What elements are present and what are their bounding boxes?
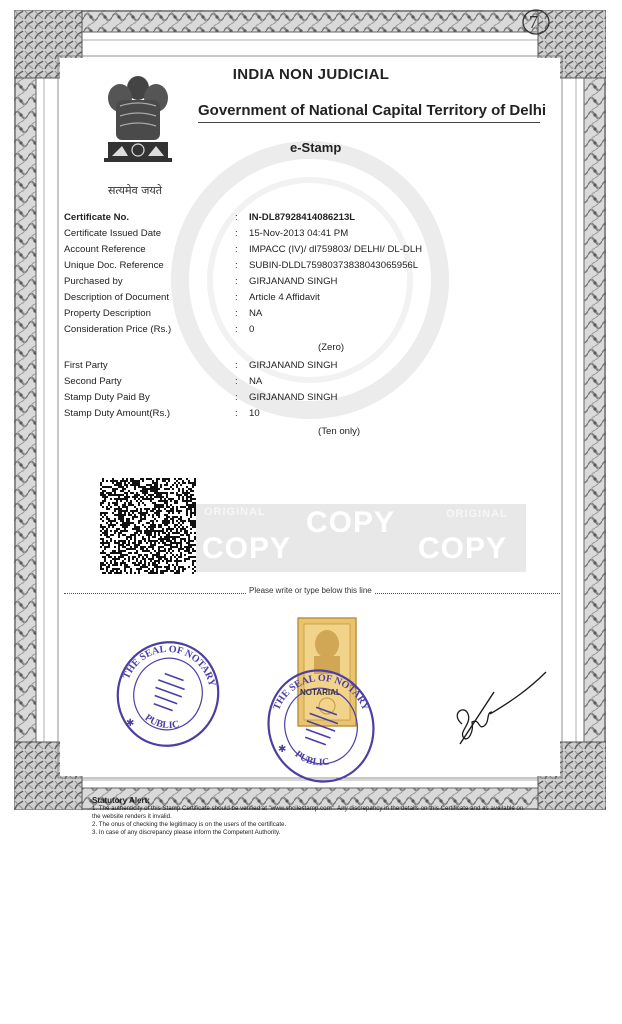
field-colon: : (235, 276, 238, 287)
field-colon: : (235, 212, 238, 223)
field-label: Property Description (64, 308, 151, 319)
field-colon: : (235, 324, 238, 335)
field-value: 0 (249, 324, 255, 335)
field-colon: : (235, 228, 238, 239)
page-number: 7 (529, 12, 538, 32)
watermark-original: ORIGINAL (204, 506, 266, 518)
consideration-in-words: (Zero) (318, 342, 345, 353)
svg-text:PUBLIC (292, 745, 334, 774)
header-underline (198, 122, 540, 123)
field-value: SUBIN-DLDL75980373838043065956L (249, 260, 419, 271)
field-value: Article 4 Affidavit (249, 292, 320, 303)
field-label: Unique Doc. Reference (64, 260, 164, 271)
statutory-alert-item: 2. The onus of checking the legitimacy is on the users of the certificate. (92, 821, 287, 828)
statutory-alert-item: 1. The authenticity of this Stamp Certificate should be verified at "www.shcilestamp.com". Any discrepancy in the details on this Certificate and as available on the website renders it invalid. (92, 805, 524, 820)
header-india-non-judicial: INDIA NON JUDICIAL (232, 66, 390, 83)
field-value: NA (249, 376, 263, 387)
field-value: 15-Nov-2013 04:41 PM (249, 228, 349, 239)
field-label: Stamp Duty Paid By (64, 392, 150, 403)
revenue-stamp-label: NOTARIAL (300, 688, 341, 697)
circled-number-icon (521, 8, 551, 36)
field-label: Second Party (64, 376, 122, 387)
statutory-alert (92, 797, 532, 837)
write-below-note: Please write or type below this line (246, 586, 375, 595)
watermark-original: ORIGINAL (446, 508, 508, 520)
field-value: GIRJANAND SINGH (249, 360, 338, 371)
field-label: Account Reference (64, 244, 146, 255)
qr-code-icon (100, 478, 196, 574)
field-value: 10 (249, 408, 260, 419)
svg-text:PUBLIC (141, 708, 183, 737)
field-label: First Party (64, 360, 108, 371)
seal-text-bottom: PUBLIC (142, 712, 181, 732)
header-estamp: e-Stamp (290, 140, 342, 155)
field-colon: : (235, 292, 238, 303)
field-colon: : (235, 360, 238, 371)
statutory-alert-title: Statutory Alert: (92, 796, 150, 805)
field-colon: : (235, 260, 238, 271)
svg-text:THE SEAL OF NOTARY (121, 632, 224, 709)
page-number-handwritten (529, 12, 538, 33)
field-value: IMPACC (IV)/ dl759803/ DELHI/ DL-DLH (249, 244, 423, 255)
lion-capital-emblem-icon (98, 70, 178, 180)
field-label: Certificate Issued Date (64, 228, 162, 239)
notary-seal-icon (112, 632, 224, 752)
field-value: GIRJANAND SINGH (249, 392, 338, 403)
watermark-copy: COPY (202, 532, 292, 565)
signature-icon (450, 668, 550, 748)
watermark-copy: COPY (306, 506, 396, 539)
field-label: Purchased by (64, 276, 123, 287)
svg-text:✱: ✱ (126, 718, 135, 729)
seal-text-top: THE SEAL OF NOTARY (271, 672, 371, 713)
emblem-motto: सत्यमेव जयते (108, 184, 163, 197)
seal-text-bottom: PUBLIC (292, 748, 331, 769)
watermark-copy: COPY (418, 532, 508, 565)
field-label: Stamp Duty Amount(Rs.) (64, 408, 171, 419)
field-colon: : (235, 308, 238, 319)
field-colon: : (235, 392, 238, 403)
statutory-alert-item: 3. In case of any discrepancy please inform the Competent Authority. (92, 829, 281, 836)
header-government: Government of National Capital Territory of Delhi (198, 102, 547, 119)
svg-text:THE SEAL OF NOTARY (271, 664, 378, 740)
amount-in-words: (Ten only) (318, 426, 361, 437)
field-label: Description of Document (64, 292, 170, 303)
copy-watermark-band (196, 504, 526, 572)
notary-seal-icon (262, 664, 380, 788)
field-value: NA (249, 308, 263, 319)
svg-text:✱: ✱ (278, 744, 287, 755)
field-colon: : (235, 376, 238, 387)
seal-text-top: THE SEAL OF NOTARY (121, 643, 218, 688)
field-label: Consideration Price (Rs.) (64, 324, 172, 335)
field-colon: : (235, 244, 238, 255)
field-value: GIRJANAND SINGH (249, 276, 338, 287)
field-value: IN-DL87928414086213L (249, 212, 356, 223)
field-colon: : (235, 408, 238, 419)
field-label: Certificate No. (64, 212, 130, 223)
